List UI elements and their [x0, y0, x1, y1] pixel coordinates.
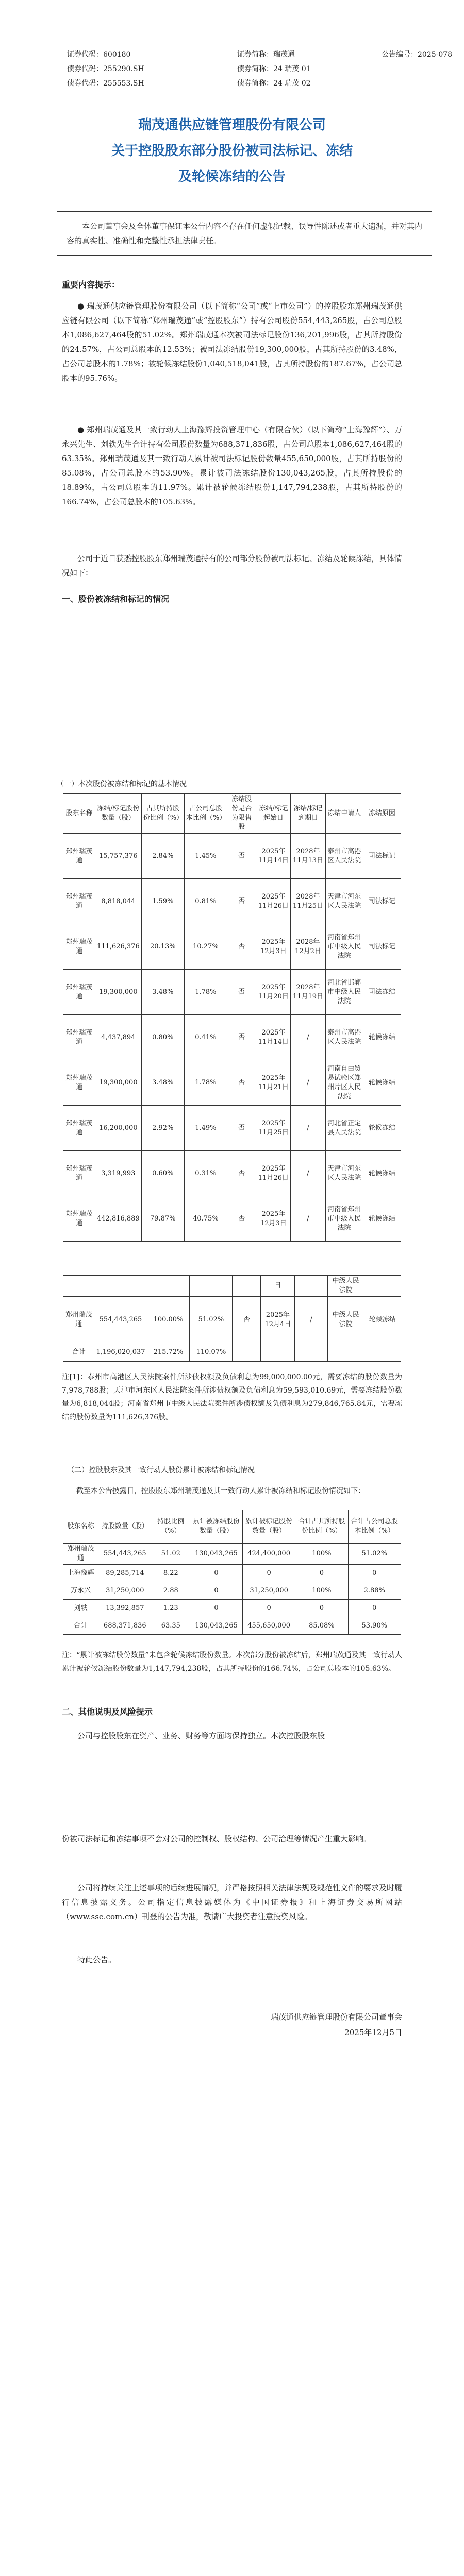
- section1-title: 一、股份被冻结和标记的情况: [62, 594, 170, 604]
- table-header-row: [63, 794, 401, 834]
- col-shareholder: 股东名称: [63, 794, 95, 834]
- board-notice: 本公司董事会及全体董事保证本公告内容不存在任何虚假记载、误导性陈述或者重大遗漏，并对其内容的真实性、准确性和完整性承担法律责任。: [57, 211, 432, 256]
- table-row: 郑州瑞茂通 554,443,265 100.00% 51.02% 否 2025年12月4日 / 中级人民法院 轮候冻结: [63, 1297, 401, 1343]
- section2-title: 二、其他说明及风险提示: [62, 1707, 153, 1717]
- table-row: 合计 688,371,836 63.35 130,043,265 455,650,000 85.08% 53.90%: [63, 1617, 401, 1635]
- announcement-number: 公告编号：2025-078: [382, 50, 453, 59]
- security-codes: [67, 47, 452, 91]
- bullet-controlling-shareholder: ● 瑞茂通供应链管理股份有限公司（以下简称“公司”或“上市公司”）的控股股东郑州瑞茂通供应链有限公司（以下简称“郑州瑞茂通”或“控股股东”）持有公司股份554,443,265股，占公司总股本1,086,627,464股的51.02%。郑州瑞茂通本次被司法标记股份136,201,996股，占其所持股份的24.57%，占公司总股本的12.53%；被司法冻结股份19,300,000股，占其所持股份的3.48%，占公司总股本的1.78%；被轮候冻结股份1,040,518,041股，占其所持股份的187.67%，占公司总股本的95.76%。: [62, 301, 402, 383]
- note-2: 注：“累计被冻结股份数量”未包含轮候冻结股份数量。本次部分股份被冻结后，郑州瑞茂通及其一致行动人累计被轮候冻结股份数量为1,147,794,238股，占其所持股份的166.74%，占公司总股本的105.63%。: [62, 1651, 402, 1673]
- table-row: 刘轶 13,392,857 1.23 0 0 0 0: [63, 1600, 401, 1617]
- table-row: 上海豫辉 89,285,714 8.22 0 0 0 0: [63, 1565, 401, 1582]
- col-end: 冻结/标记到期日: [291, 794, 325, 834]
- col-start: 冻结/标记起始日: [256, 794, 291, 834]
- table-row: 郑州瑞茂通 16,200,000 2.92% 1.49% 否 2025年11月25日 / 河北省正定县人民法院 轮候冻结: [63, 1106, 401, 1151]
- table-row: 郑州瑞茂通 111,626,376 20.13% 10.27% 否 2025年12月3日 2028年12月2日 河南省郑州市中级人民法院 司法标记: [63, 924, 401, 970]
- sub2-title: （二）控股股东及其一致行动人股份累计被冻结和标记情况: [67, 1466, 255, 1475]
- intro-paragraph: 公司于近日获悉控股股东郑州瑞茂通持有的公司部分股份被司法标记、冻结及轮候冻结，具体情况如下：: [62, 554, 403, 578]
- important-label: 重要内容提示：: [62, 280, 120, 290]
- signature-company: 瑞茂通供应链管理股份有限公司董事会: [270, 2012, 402, 2022]
- bond1-name: 债券简称：24 瑞茂 01: [237, 65, 311, 73]
- paragraph-disclosure: 公司将持续关注上述事项的后续进展情况，并严格按照相关法律法规及规范性文件的要求及时履行信息披露义务。公司指定信息披露媒体为《中国证券报》和上海证券交易所网站（www.sse.com.cn）刊登的公告为准，敬请广大投资者注意投资风险。: [62, 1883, 403, 1921]
- bond2-code: 债券代码：255553.SH: [67, 79, 144, 88]
- paragraph-closing: 特此公告。: [77, 1955, 117, 1964]
- table-row: 郑州瑞茂通 15,757,376 2.84% 1.45% 否 2025年11月14日 2028年11月13日 泰州市高港区人民法院 司法标记: [63, 834, 401, 879]
- table-row: 郑州瑞茂通 3,319,993 0.60% 0.31% 否 2025年11月26日 / 天津市河东区人民法院 轮候冻结: [63, 1151, 401, 1196]
- table-row: 日 中级人民法院: [63, 1276, 401, 1297]
- stock-name: 证券简称：瑞茂通: [237, 50, 295, 59]
- table-row: 郑州瑞茂通 19,300,000 3.48% 1.78% 否 2025年11月20日 2028年11月19日 河北省邯郸市中级人民法院 司法冻结: [63, 970, 401, 1015]
- col-ratio-total: 占公司总股本比例（%）: [184, 794, 227, 834]
- cumulative-freeze-table: [63, 1510, 401, 1635]
- sub2-description: 截至本公告披露日，控股股东郑州瑞茂通及其一致行动人累计被冻结和标记股份情况如下：: [76, 1487, 365, 1495]
- freeze-detail-table: [63, 793, 401, 1242]
- bullet-icon: ●: [77, 301, 87, 311]
- col-ratio-holding: 占其所持股份比例（%）: [141, 794, 184, 834]
- table-row: 郑州瑞茂通 554,443,265 51.02 130,043,265 424,400,000 100% 51.02%: [63, 1544, 401, 1565]
- table-row: 郑州瑞茂通 8,818,044 1.59% 0.81% 否 2025年11月26日 2028年11月25日 天津市河东区人民法院 司法标记: [63, 879, 401, 924]
- col-restricted: 冻结股份是否为限售股: [227, 794, 256, 834]
- table-header-row: 股东名称 持股数量（股） 持股比例（%） 累计被冻结股份数量（股） 累计被标记股份数量（股） 合计占其所持股份比例（%） 合计占公司总股本比例（%）: [63, 1510, 401, 1544]
- paragraph-impact: 份被司法标记和冻结事项不会对公司的控制权、股权结构、公司治理等情况产生重大影响。: [62, 1834, 372, 1843]
- bullet-concert-parties: ● 郑州瑞茂通及其一致行动人上海豫辉投资管理中心（有限合伙）（以下简称“上海豫辉”）、万永兴先生、刘轶先生合计持有公司股份数量为688,371,836股，占公司总股本1,086,627,464股的63.35%。郑州瑞茂通及其一致行动人累计被司法标记股份数量455,650,000股，占其所持股份的85.08%，占公司总股本的53.90%。累计被司法冻结股份130,043,265股，占其所持股份的18.89%，占公司总股本的11.97%。累计被轮候冻结股份1,147,794,238股，占其所持股份的166.74%，占公司总股本的105.63%。: [62, 425, 402, 506]
- bond2-name: 债券简称：24 瑞茂 02: [237, 79, 311, 88]
- stock-code: 证券代码：600180: [67, 50, 131, 59]
- col-quantity: 冻结/标记股份数量（股）: [95, 794, 142, 834]
- table-row: 郑州瑞茂通 4,437,894 0.80% 0.41% 否 2025年11月14日 / 泰州市高港区人民法院 轮候冻结: [63, 1015, 401, 1060]
- table-total-row: 合计 1,196,020,037 215.72% 110.07% - - - - -: [63, 1343, 401, 1362]
- freeze-detail-table-continued: [63, 1275, 401, 1362]
- col-reason: 冻结原因: [363, 794, 401, 834]
- col-applicant: 冻结申请人: [325, 794, 363, 834]
- bond1-code: 债券代码：255290.SH: [67, 65, 144, 73]
- signature-block: [271, 2009, 402, 2040]
- note-1: 注[1]：泰州市高港区人民法院案件所涉债权额及负债利息为99,000,000.00元，需要冻结的股份数量为7,978,788股；天津市河东区人民法院案件所涉债权额及负债利息为59,593,010.69元，需要冻结股份数量为6,818,044股；河南省郑州市中级人民法院案件所涉债权额及负债利息为279,846,765.84元，需要冻结的股份数量为111,626,376股。: [62, 1373, 402, 1421]
- page-title-line1: 瑞茂通供应链管理股份有限公司: [138, 117, 326, 133]
- table-row: 万永兴 31,250,000 2.88 0 31,250,000 100% 2.88%: [63, 1582, 401, 1600]
- page-title-line2: 关于控股股东部分股份被司法标记、冻结: [111, 143, 353, 159]
- signature-date: 2025年12月5日: [344, 2028, 402, 2037]
- table-row: 郑州瑞茂通 19,300,000 3.48% 1.78% 否 2025年11月21日 / 河南自由贸易试验区郑州片区人民法院 轮候冻结: [63, 1060, 401, 1106]
- bullet-icon: ●: [77, 425, 87, 434]
- paragraph-independence: 公司与控股股东在资产、业务、财务等方面均保持独立。本次控股股东股: [77, 1731, 325, 1740]
- sub1-title: （一）本次股份被冻结和标记的基本情况: [57, 780, 187, 788]
- table-row: 郑州瑞茂通 442,816,889 79.87% 40.75% 否 2025年12月3日 / 河南省郑州市中级人民法院 轮候冻结: [63, 1196, 401, 1242]
- page-title-line3: 及轮候冻结的公告: [178, 169, 286, 184]
